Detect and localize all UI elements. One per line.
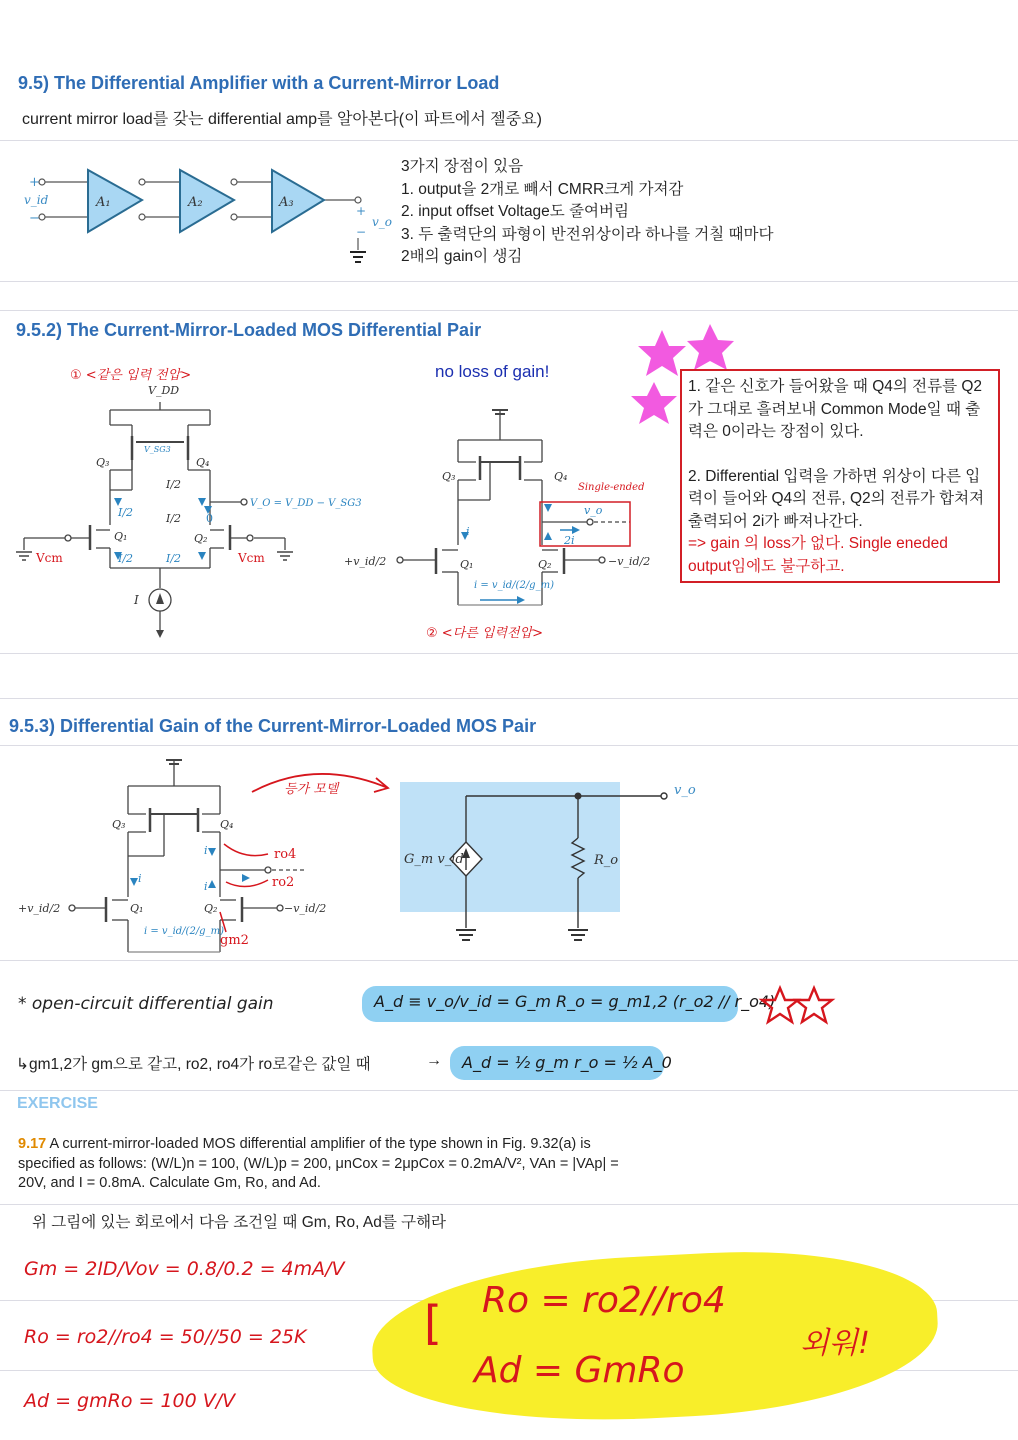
vo-label: v_o (674, 783, 696, 798)
section-9-5-title: 9.5) The Differential Amplifier with a Current-Mirror Load (18, 73, 500, 93)
explanation-box (680, 369, 1000, 583)
section-9-5-2-title: 9.5.2) The Current-Mirror-Loaded MOS Differential Pair (16, 320, 482, 340)
memo-ro-formula: Ro = ro2//ro4 (482, 1280, 726, 1321)
common-mode-annotation: ① <같은 입력 전압> (70, 368, 192, 383)
vo-label: v_o (372, 215, 393, 229)
half-current-label: I/2 (166, 552, 182, 565)
advantage-note-line: 3가지 장점이 있음 (401, 158, 524, 175)
i-equation-label: i = v_id/(2/g_m) (144, 926, 224, 937)
q3-label: Q₃ (96, 456, 110, 469)
single-ended-annotation: Single-ended (578, 482, 645, 493)
q2-label: Q₂ (204, 902, 218, 915)
vin-minus-label: −v_id/2 (608, 555, 651, 568)
advantages-notes (401, 156, 773, 269)
explanation-conclusion: => gain 의 loss가 없다. Single eneded output임에도 불구하고. (688, 535, 948, 575)
ro4-annotation: ro4 (274, 847, 297, 862)
half-current-label: I/2 (118, 506, 134, 519)
a2-label: A₂ (188, 195, 203, 210)
ro2-annotation: ro2 (272, 875, 295, 890)
vo-equation-label: V_O = V_DD − V_SG3 (250, 498, 362, 509)
vin-plus-label: +v_id/2 (18, 902, 61, 915)
exercise-task: 위 그림에 있는 회로에서 다음 조건일 때 Gm, Ro, Ad를 구해라 (32, 1214, 447, 1231)
open-circuit-gain-label: * open-circuit differential gain (18, 994, 274, 1014)
common-mode-circuit (10, 380, 362, 642)
memo-bracket: [ (424, 1296, 442, 1350)
small-i-label: i (204, 880, 208, 893)
advantage-note-line: 1. output을 2개로 빼서 CMRR크게 가져감 (401, 180, 684, 198)
q2-label: Q₂ (538, 558, 552, 571)
ad-formula: A_d ≡ v_o/v_id = G_m R_o = g_m1,2 (r_o2 // r_o4) (374, 992, 776, 1011)
vcm-right-label: Vcm (238, 551, 265, 565)
small-i-label: i (466, 525, 470, 538)
minus-label: − (29, 211, 40, 226)
memo-ad-formula: Ad = GmRo (474, 1350, 685, 1391)
section-9-5-3-title: 9.5.3) Differential Gain of the Current-Mirror-Loaded MOS Pair (9, 716, 537, 736)
equivalent-arrow-icon (246, 764, 396, 798)
small-i-label: i (204, 844, 208, 857)
advantage-note-line: 2. input offset Voltage도 줄여버림 (401, 203, 629, 220)
q3-label: Q₃ (112, 818, 126, 831)
two-i-label: 2i (564, 534, 575, 547)
explanation-point-2: 2. Differential 입력을 가하면 위상이 다른 입력이 들어와 Q4의 전류, Q2의 전류가 합쳐져 출력되어 2i가 빠져나간다. (688, 467, 985, 530)
gm2-annotation: gm2 (220, 933, 249, 948)
vcm-left-label: Vcm (36, 551, 63, 565)
no-loss-of-gain-label: no loss of gain! (435, 362, 550, 381)
tail-current-label: I (134, 593, 139, 607)
q1-label: Q₁ (130, 902, 144, 915)
half-current-label: I/2 (166, 478, 182, 491)
ro-solution: Ro = ro2//ro4 = 50//50 = 25K (24, 1326, 307, 1348)
vin-plus-label: +v_id/2 (344, 555, 387, 568)
ro-label: R_o (594, 853, 619, 868)
i-equation-label: i = v_id/(2/g_m) (474, 580, 554, 591)
q4-label: Q₄ (554, 470, 568, 483)
section-9-5-subtitle: current mirror load를 갖는 differential amp를 알아본다(이 파트에서 젤중요) (22, 111, 542, 128)
a3-label: A₃ (279, 195, 294, 210)
q1-label: Q₁ (460, 558, 474, 571)
exercise-text: A current-mirror-loaded MOS differential amplifier of the type shown in Fig. 9.32(a) is specified as follows: (W/L)n = 100, (W/L)p = 200, μnCox = 2μpCox = 0.2mA/V², VAn = |VAp| = 20V, and I = 0.8mA. Calculate Gm, Ro, and Ad. (18, 1136, 619, 1191)
advantage-note-line: 2배의 gain이 생김 (401, 248, 523, 265)
cascade-amplifier-figure (22, 160, 392, 272)
equivalent-model-figure (396, 778, 706, 948)
differential-input-annotation: ② <다른 입력전압> (426, 626, 544, 641)
ad-simplified-formula: A_d = ½ g_m r_o = ½ A_0 (462, 1053, 672, 1072)
red-star-icon (760, 984, 834, 1028)
gm-solution: Gm = 2ID/Vov = 0.8/0.2 = 4mA/V (24, 1258, 345, 1280)
arrow-icon: → (426, 1052, 442, 1069)
plus-label: + (29, 175, 40, 190)
small-i-label: i (138, 872, 142, 885)
differential-input-circuit (340, 400, 670, 630)
exercise-problem (18, 1135, 644, 1194)
q1-label: Q₁ (114, 530, 128, 543)
zero-current-label: 0 (206, 512, 213, 525)
vo-label: v_o (584, 504, 603, 517)
svg-text:−: − (356, 225, 367, 239)
vid-label: v_id (24, 193, 49, 207)
half-current-label: I/2 (118, 552, 134, 565)
svg-text:+: + (356, 204, 367, 218)
vdd-label: V_DD (148, 384, 180, 397)
q4-label: Q₄ (196, 456, 210, 469)
vsg3-label: V_SG3 (144, 445, 171, 454)
ad-solution: Ad = gmRo = 100 V/V (24, 1390, 236, 1412)
q3-label: Q₃ (442, 470, 456, 483)
equal-gm-note: ↳gm1,2가 gm으로 같고, ro2, ro4가 ro로같은 값일 때 (16, 1056, 371, 1073)
gm-vid-label: G_m v_id (404, 852, 464, 867)
exercise-number: 9.17 (18, 1136, 47, 1152)
equivalent-model-annotation: 등가 모델 (284, 782, 339, 797)
q4-label: Q₄ (220, 818, 234, 831)
advantage-note-line: 3. 두 출력단의 파형이 반전위상이라 하나를 거칠 때마다 (401, 225, 774, 243)
memorize-note: 외워! (800, 1326, 870, 1361)
a1-label: A₁ (96, 195, 111, 210)
exercise-heading: EXERCISE (17, 1095, 98, 1112)
vin-minus-label: −v_id/2 (284, 902, 327, 915)
q2-label: Q₂ (194, 532, 208, 545)
explanation-point-1: 1. 같은 신호가 들어왔을 때 Q4의 전류를 Q2가 그대로 흘려보내 Common Mode일 때 출력은 0이라는 장점이 있다. (688, 378, 983, 440)
half-current-label: I/2 (166, 512, 182, 525)
